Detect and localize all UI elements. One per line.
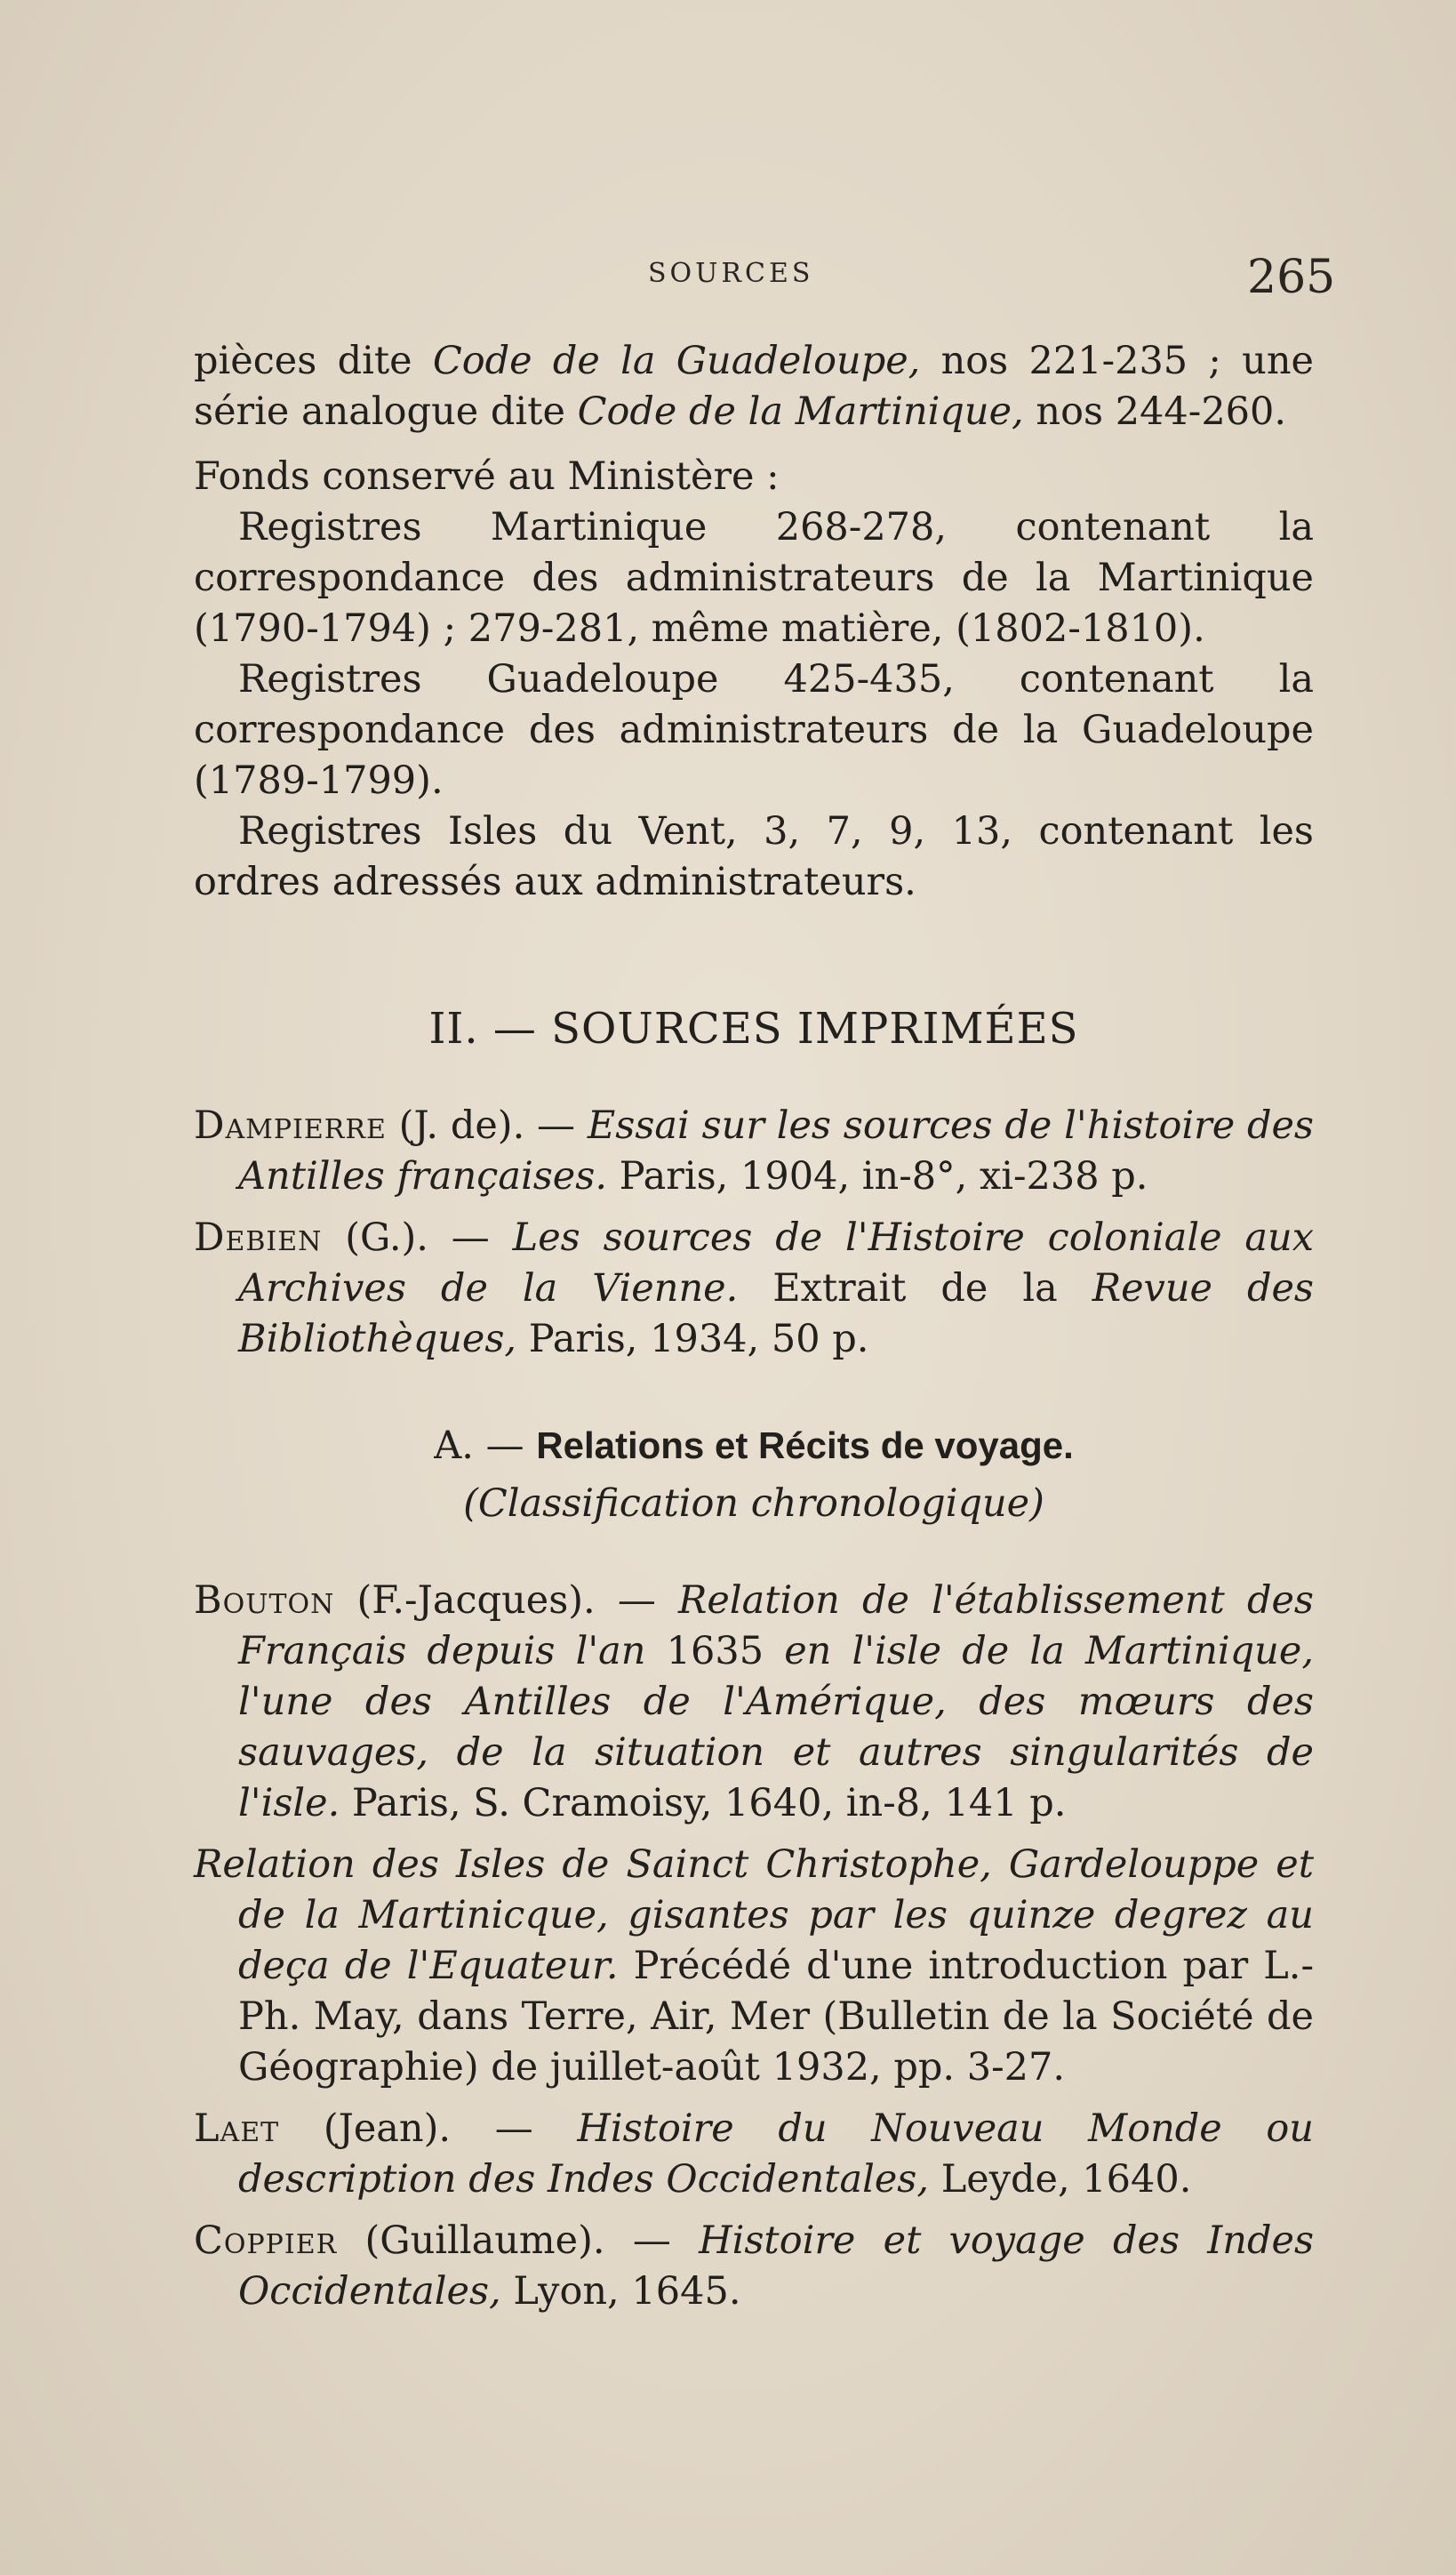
page-number: 265	[1247, 251, 1336, 304]
intro-paragraph	[194, 336, 1314, 437]
subsection-title: Relations et Récits de voyage.	[536, 1424, 1074, 1466]
entry-author: Debien	[194, 1215, 323, 1260]
entry-author: Dampierre	[194, 1103, 387, 1148]
entry-author: Laet	[194, 2106, 280, 2151]
bibliography-entry	[194, 1576, 1314, 1829]
entry-title: Revue des Bibliothèques,	[238, 1266, 1315, 1361]
registers-isles-du-vent: Registres Isles du Vent, 3, 7, 9, 13, contenant les ordres adressés aux administrateurs.	[194, 809, 1314, 904]
subsection-prefix: A. —	[434, 1424, 537, 1468]
entry-title: en l'isle de la Martinique, l'une des Antilles de l'Amérique, des mœurs des sauvages, de la situation et autres singularités de l'isle.	[238, 1629, 1314, 1825]
text-run: Paris, 1904, in-8°, xi-238 p.	[607, 1154, 1148, 1199]
text-run: (G.). —	[322, 1215, 513, 1260]
text-run: Paris, 1934, 50 p.	[516, 1317, 869, 1361]
entry-title: Les sources de l'Histoire coloniale aux Archives de la Vienne.	[238, 1215, 1314, 1311]
entry-title: Relation de l'établissement des Français depuis l'an	[238, 1578, 1314, 1673]
text-run: nos 244-260.	[1023, 389, 1287, 434]
subsection-note: (Classification chronologique)	[463, 1481, 1044, 1526]
text-run: pièces dite	[194, 339, 433, 383]
page-header	[0, 251, 1456, 304]
text-run: (Guillaume). —	[337, 2218, 700, 2263]
registers-martinique: Registres Martinique 268-278, contenant la correspondance des administrateurs de la Martinique (1790-1794) ; 279-281, même matière, (1802-1810).	[194, 505, 1314, 651]
text-run: 1635	[645, 1629, 785, 1673]
text-run: Lyon, 1645.	[500, 2269, 741, 2314]
entry-author: Bouton	[194, 1578, 335, 1623]
entry-title: Relation des Isles de Sainct Christophe, Gardelouppe et de la Martinicque, gisantes par les quinze degrez au deça de l'Equateur.	[194, 1842, 1314, 1988]
subsection-heading	[194, 1420, 1314, 1472]
text-run: Précédé d'une introduction par L.-Ph. May, dans Terre, Air, Mer (Bulletin de la Société de Géographie) de juillet-août 1932, pp. 3-27.	[238, 1944, 1314, 2090]
italic-title: Code de la Martinique,	[577, 389, 1024, 434]
bibliography-entry	[194, 1101, 1314, 1202]
bibliography-entry	[194, 1840, 1314, 2093]
text-run: (F.-Jacques). —	[334, 1578, 678, 1623]
entry-author: Coppier	[194, 2218, 338, 2263]
text-run: Leyde, 1640.	[929, 2157, 1192, 2202]
entry-title: Histoire du Nouveau Monde ou description des Indes Occidentales,	[238, 2106, 1315, 2202]
text-run: (J. de). —	[386, 1103, 588, 1148]
page-body	[194, 336, 1314, 2317]
running-head: SOURCES	[648, 258, 814, 289]
entry-title: Essai sur les sources de l'histoire des Antilles françaises.	[238, 1103, 1315, 1199]
text-run: nos 221-235 ; une série analogue dite	[194, 339, 1314, 434]
bibliography-entry	[194, 2104, 1314, 2205]
bibliography-entry	[194, 2216, 1314, 2317]
registers-guadeloupe: Registres Guadeloupe 425-435, contenant la correspondance des administrateurs de la Guadeloupe (1789-1799).	[194, 657, 1314, 803]
text-run: (Jean). —	[279, 2106, 578, 2151]
italic-title: Code de la Guadeloupe,	[432, 339, 921, 383]
bibliography-entry	[194, 1213, 1314, 1365]
text-run: Extrait de la	[738, 1266, 1092, 1311]
fonds-line: Fonds conservé au Ministère :	[194, 454, 780, 499]
entry-title: Histoire et voyage des Indes Occidentales,	[238, 2218, 1315, 2314]
text-run: Paris, S. Cramoisy, 1640, in-8, 141 p.	[340, 1781, 1067, 1825]
section-title: II. — SOURCES IMPRIMÉES	[428, 1004, 1079, 1054]
